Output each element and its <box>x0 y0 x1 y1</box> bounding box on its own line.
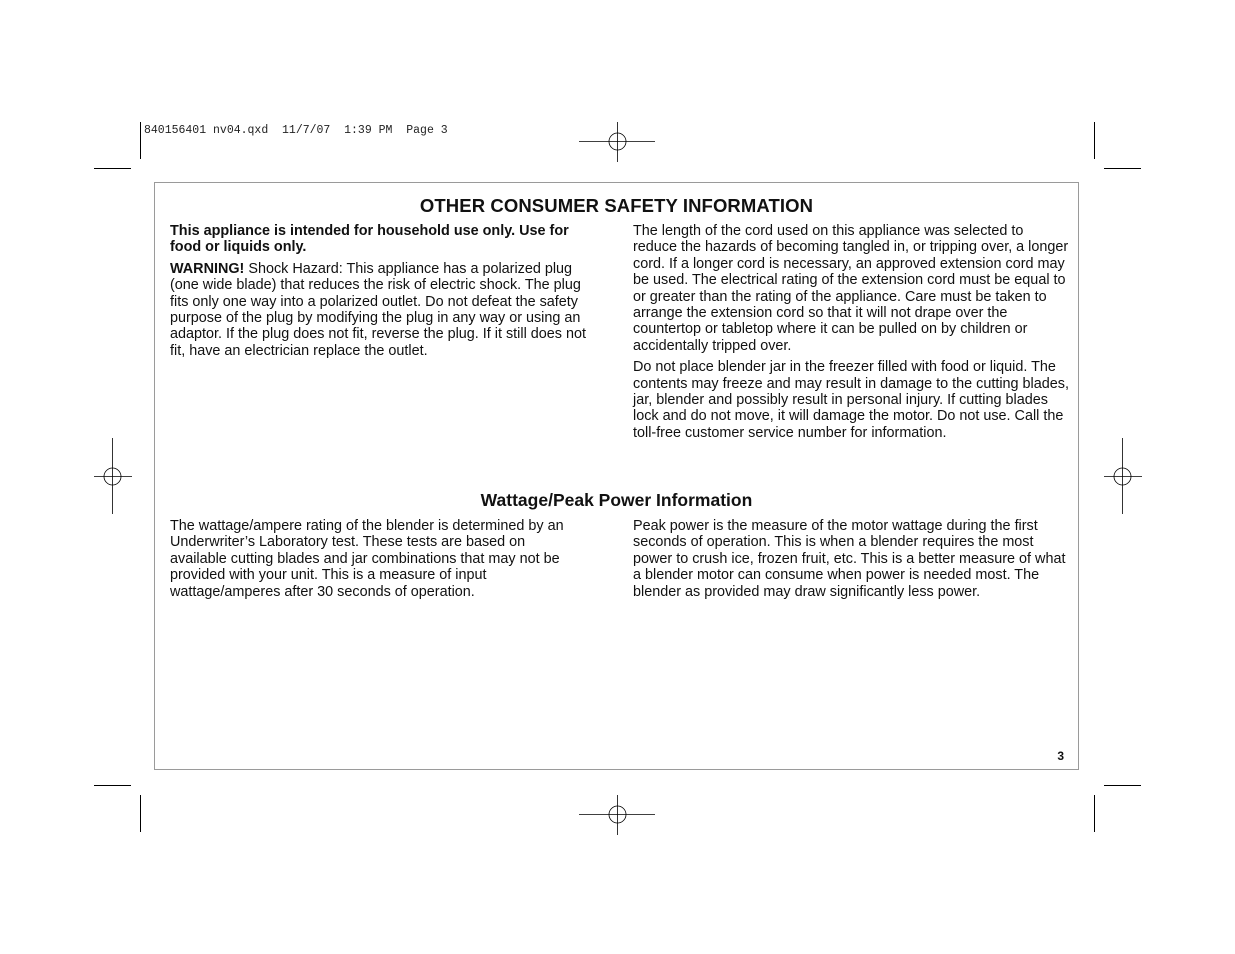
crop-mark <box>1094 122 1095 159</box>
crop-mark <box>140 122 141 159</box>
cord-paragraph: The length of the cord used on this appliance was selected to reduce the hazards of becoming tangled in, or tripping over, a longer cord. If a longer cord is necessary, an approved extension cord may be used. The electrical rating of the extension cord must be equal to or greater than the rating of the appliance. Care must be taken to arrange the extension cord so that it will not drape over the countertop or tabletop where it can be pulled on by children or accidentally tripped over. <box>633 223 1069 354</box>
crop-mark <box>94 785 131 786</box>
crop-mark <box>1104 785 1141 786</box>
page-panel <box>154 182 1079 770</box>
safety-heading: OTHER CONSUMER SAFETY INFORMATION <box>419 195 814 216</box>
printer-slug-line: 840156401 nv04.qxd 11/7/07 1:39 PM Page 3 <box>144 124 448 137</box>
warning-label: WARNING! <box>170 260 245 277</box>
wattage-left-column <box>170 518 570 605</box>
crop-mark <box>1104 168 1141 169</box>
crop-mark <box>140 795 141 832</box>
warning-text: Shock Hazard: This appliance has a polarized plug (one wide blade) that reduces the risk of electric shock. The plug fits only one way into a polarized outlet. Do not defeat the safety purpose of the plug by modifying the plug in any way or using an adaptor. If the plug does not fit, reverse the plug. If it still does not fit, have an electrician replace the outlet. <box>170 260 586 359</box>
warning-paragraph <box>170 261 602 359</box>
registration-mark-icon <box>94 438 132 514</box>
freezer-paragraph: Do not place blender jar in the freezer filled with food or liquid. The contents may freeze and may result in damage to the cutting blades, jar, blender and possibly result in personal injury. If cutting blades lock and do not move, it will damage the motor. Do not use. Call the toll-free customer service number for information. <box>633 359 1069 441</box>
wattage-right-column <box>633 518 1070 605</box>
page-number: 3 <box>1057 749 1064 763</box>
peak-power-paragraph: Peak power is the measure of the motor wattage during the first seconds of operation. This is when a blender requires the most power to crush ice, frozen fruit, etc. This is a better measure of what a blender motor can consume when power is needed most. The blender as provided may draw significantly less power. <box>633 518 1066 600</box>
safety-right-column <box>633 223 1070 446</box>
crop-mark <box>1094 795 1095 832</box>
crop-mark <box>94 168 131 169</box>
household-use-notice: This appliance is intended for household use only. Use for food or liquids only. <box>170 223 569 256</box>
registration-mark-icon <box>579 795 655 835</box>
registration-mark-icon <box>1104 438 1142 514</box>
registration-mark-icon <box>579 122 655 162</box>
wattage-heading: Wattage/Peak Power Information <box>480 490 753 510</box>
safety-left-column <box>170 223 602 364</box>
wattage-rating-paragraph: The wattage/ampere rating of the blender is determined by an Underwriter’s Laboratory test. These tests are based on available cutting blades and jar combinations that may not be provided with your unit. This is a measure of input wattage/amperes after 30 seconds of operation. <box>170 518 564 600</box>
